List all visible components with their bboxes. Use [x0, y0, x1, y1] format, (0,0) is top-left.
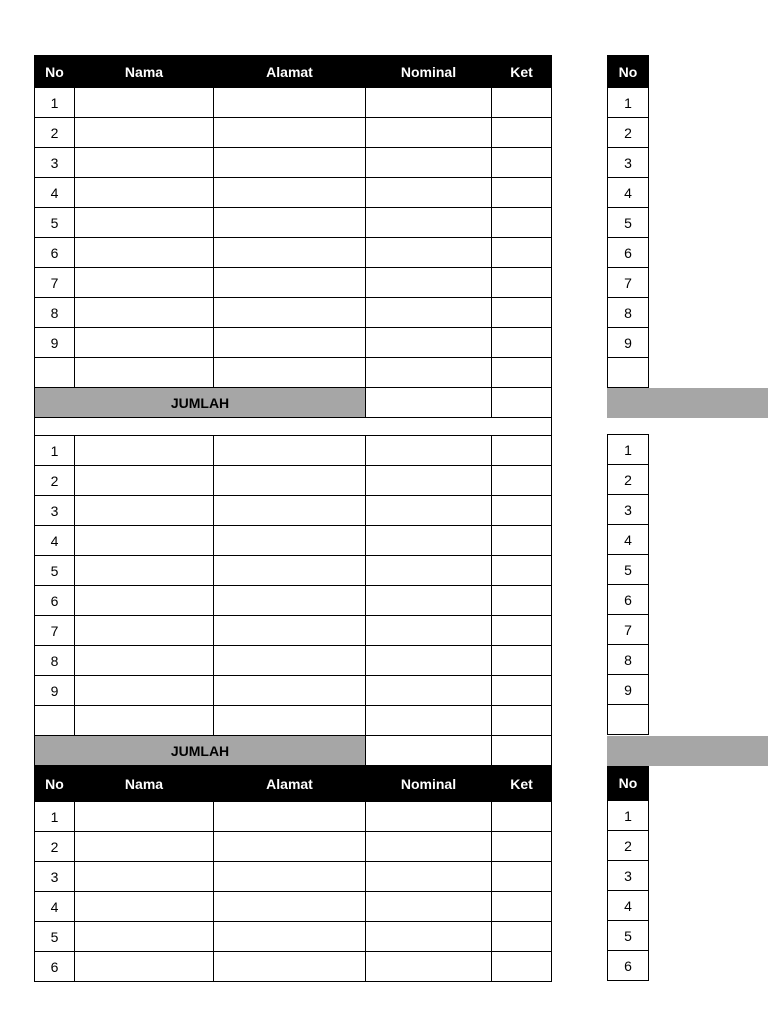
cell-nama: [75, 298, 214, 328]
row-number: 8: [608, 298, 649, 328]
table-row: [35, 646, 552, 676]
cell-nominal: [366, 178, 492, 208]
sum-ket: [492, 736, 552, 766]
cell-nominal: [366, 298, 492, 328]
row-number: 2: [35, 118, 75, 148]
row-number: 3: [35, 862, 75, 892]
cell-nama: [75, 832, 214, 862]
cell-alamat: [214, 466, 366, 496]
cell-nama: [75, 646, 214, 676]
row-number: 4: [35, 892, 75, 922]
cell-nama: [75, 526, 214, 556]
cell-nama: [75, 952, 214, 982]
table-row: [608, 298, 649, 328]
table-row: [35, 466, 552, 496]
cell-ket: [492, 496, 552, 526]
row-number: 1: [608, 801, 649, 831]
row-number: 7: [608, 615, 649, 645]
table-row: [608, 435, 649, 465]
table-row: [608, 495, 649, 525]
cell-ket: [492, 268, 552, 298]
cell-nama: [75, 268, 214, 298]
row-number: [35, 358, 75, 388]
table-row: [608, 801, 649, 831]
row-number: 9: [35, 676, 75, 706]
cell-ket: [492, 178, 552, 208]
row-number: 1: [608, 88, 649, 118]
cell-nama: [75, 676, 214, 706]
row-number: 2: [608, 465, 649, 495]
row-number: 6: [35, 586, 75, 616]
side-blank-row: [608, 417, 649, 435]
cell-ket: [492, 88, 552, 118]
cell-nominal: [366, 892, 492, 922]
cell-ket: [492, 358, 552, 388]
table-row: [35, 208, 552, 238]
cell-ket: [492, 466, 552, 496]
cell-nama: [75, 208, 214, 238]
table-row: [35, 118, 552, 148]
row-number: 5: [608, 208, 649, 238]
cell-nama: [75, 358, 214, 388]
sum-row: [35, 388, 552, 418]
cell-nama: [75, 556, 214, 586]
row-number: 3: [608, 495, 649, 525]
table-row: [608, 705, 649, 735]
cell-alamat: [214, 676, 366, 706]
cell-ket: [492, 148, 552, 178]
cell-ket: [492, 892, 552, 922]
spacer-cell: [35, 418, 552, 436]
column-header-no: No: [35, 766, 75, 802]
row-number: 5: [35, 208, 75, 238]
cell-ket: [492, 118, 552, 148]
cell-nominal: [366, 208, 492, 238]
cell-nominal: [366, 466, 492, 496]
cell-ket: [492, 952, 552, 982]
cell-nominal: [366, 496, 492, 526]
cell-nama: [75, 706, 214, 736]
cell-nama: [75, 496, 214, 526]
cell-ket: [492, 436, 552, 466]
row-number: 2: [35, 832, 75, 862]
table-row: [35, 268, 552, 298]
table-row: [608, 615, 649, 645]
table-row: [608, 118, 649, 148]
row-number: 3: [35, 148, 75, 178]
cell-nominal: [366, 676, 492, 706]
cell-nominal: [366, 706, 492, 736]
column-header-no: No: [608, 765, 649, 801]
header-row: [35, 766, 552, 802]
table-row: [35, 832, 552, 862]
table-row: [608, 88, 649, 118]
row-number: 1: [35, 436, 75, 466]
table-row: [35, 676, 552, 706]
cell-alamat: [214, 586, 366, 616]
sum-label: JUMLAH: [35, 736, 366, 766]
cell-nama: [75, 586, 214, 616]
cell-ket: [492, 676, 552, 706]
cell-nominal: [366, 148, 492, 178]
row-number: 4: [35, 526, 75, 556]
cell-nominal: [366, 616, 492, 646]
table-row: [608, 208, 649, 238]
row-number: 9: [608, 328, 649, 358]
sum-ket: [492, 388, 552, 418]
cell-alamat: [214, 832, 366, 862]
row-number: 8: [35, 298, 75, 328]
row-number: 5: [35, 556, 75, 586]
cell-nama: [75, 238, 214, 268]
cell-alamat: [214, 88, 366, 118]
row-number: 4: [35, 178, 75, 208]
cell-nama: [75, 118, 214, 148]
row-number: 2: [608, 118, 649, 148]
cell-alamat: [214, 862, 366, 892]
row-number: 6: [35, 238, 75, 268]
row-number: 4: [608, 178, 649, 208]
column-header-no: No: [35, 56, 75, 88]
cell-nominal: [366, 922, 492, 952]
column-header-nama: Nama: [75, 766, 214, 802]
row-number: 8: [35, 646, 75, 676]
table-row: [35, 328, 552, 358]
cell-nominal: [366, 556, 492, 586]
sum-nominal: [366, 388, 492, 418]
table-row: [35, 526, 552, 556]
column-header-nominal: Nominal: [366, 766, 492, 802]
cell-alamat: [214, 496, 366, 526]
cell-ket: [492, 922, 552, 952]
cell-alamat: [214, 208, 366, 238]
cell-ket: [492, 616, 552, 646]
column-header-ket: Ket: [492, 766, 552, 802]
side-blank-cell: [608, 417, 649, 435]
table-row: [608, 148, 649, 178]
row-number: [608, 358, 649, 388]
table-row: [608, 358, 649, 388]
cell-alamat: [214, 526, 366, 556]
cell-ket: [492, 208, 552, 238]
cell-nominal: [366, 238, 492, 268]
side-sum-strip: [607, 388, 768, 418]
row-number: 3: [35, 496, 75, 526]
cell-ket: [492, 586, 552, 616]
row-number: 9: [608, 675, 649, 705]
cell-nama: [75, 892, 214, 922]
table-row: [35, 148, 552, 178]
table-row: [35, 178, 552, 208]
row-number: 7: [35, 616, 75, 646]
cell-alamat: [214, 616, 366, 646]
table-row: [608, 951, 649, 981]
table-row: [608, 585, 649, 615]
table-row: [608, 921, 649, 951]
cell-nominal: [366, 268, 492, 298]
cell-ket: [492, 526, 552, 556]
cell-nominal: [366, 646, 492, 676]
table-row: [35, 358, 552, 388]
cell-ket: [492, 646, 552, 676]
row-number: 6: [608, 238, 649, 268]
table-row: [35, 862, 552, 892]
table-row: [35, 586, 552, 616]
table-row: [35, 556, 552, 586]
cell-nominal: [366, 328, 492, 358]
row-number: [608, 705, 649, 735]
cell-ket: [492, 832, 552, 862]
spacer-row: [35, 418, 552, 436]
table-row: [35, 616, 552, 646]
cell-alamat: [214, 556, 366, 586]
cell-ket: [492, 862, 552, 892]
row-number: [35, 706, 75, 736]
row-number: 5: [608, 555, 649, 585]
cell-alamat: [214, 802, 366, 832]
table-row: [608, 675, 649, 705]
cell-nominal: [366, 952, 492, 982]
column-header-nama: Nama: [75, 56, 214, 88]
row-number: 3: [608, 148, 649, 178]
row-number: 6: [35, 952, 75, 982]
row-number: 1: [35, 802, 75, 832]
sum-row: [35, 736, 552, 766]
row-number: 5: [35, 922, 75, 952]
row-number: 7: [35, 268, 75, 298]
row-number: 1: [35, 88, 75, 118]
row-number: 2: [608, 831, 649, 861]
table-row: [35, 952, 552, 982]
cell-alamat: [214, 646, 366, 676]
cell-alamat: [214, 148, 366, 178]
table-row: [35, 88, 552, 118]
row-number: 6: [608, 585, 649, 615]
cell-alamat: [214, 178, 366, 208]
cell-nama: [75, 436, 214, 466]
row-number: 5: [608, 921, 649, 951]
cell-nominal: [366, 832, 492, 862]
table-row: [35, 436, 552, 466]
table-row: [608, 178, 649, 208]
side-sum-strip: [607, 736, 768, 766]
table-row: [35, 802, 552, 832]
cell-nama: [75, 466, 214, 496]
sum-label: JUMLAH: [35, 388, 366, 418]
table-row: [35, 298, 552, 328]
row-number: 2: [35, 466, 75, 496]
cell-nama: [75, 88, 214, 118]
cell-nominal: [366, 862, 492, 892]
cell-alamat: [214, 706, 366, 736]
table-row: [35, 238, 552, 268]
row-number: 9: [35, 328, 75, 358]
cell-alamat: [214, 118, 366, 148]
cell-ket: [492, 556, 552, 586]
column-header-alamat: Alamat: [214, 766, 366, 802]
cell-ket: [492, 706, 552, 736]
row-number: 4: [608, 525, 649, 555]
side-header-row: [608, 765, 649, 801]
cell-nama: [75, 616, 214, 646]
row-number: 8: [608, 645, 649, 675]
cell-nama: [75, 148, 214, 178]
table-row: [35, 496, 552, 526]
cell-ket: [492, 328, 552, 358]
cell-alamat: [214, 892, 366, 922]
table-row: [608, 465, 649, 495]
cell-alamat: [214, 358, 366, 388]
table-row: [608, 328, 649, 358]
column-header-alamat: Alamat: [214, 56, 366, 88]
column-header-ket: Ket: [492, 56, 552, 88]
cell-ket: [492, 802, 552, 832]
cell-alamat: [214, 298, 366, 328]
cell-alamat: [214, 952, 366, 982]
table-row: [608, 555, 649, 585]
main-ledger-table: [34, 55, 552, 982]
cell-ket: [492, 238, 552, 268]
table-row: [608, 831, 649, 861]
row-number: 3: [608, 861, 649, 891]
side-ledger-table: [607, 55, 649, 981]
column-header-nominal: Nominal: [366, 56, 492, 88]
table-row: [608, 861, 649, 891]
cell-nama: [75, 802, 214, 832]
table-row: [35, 892, 552, 922]
side-header-row: [608, 56, 649, 88]
cell-alamat: [214, 238, 366, 268]
row-number: 7: [608, 268, 649, 298]
table-row: [608, 645, 649, 675]
cell-nominal: [366, 802, 492, 832]
header-row: [35, 56, 552, 88]
cell-ket: [492, 298, 552, 328]
cell-nominal: [366, 88, 492, 118]
sum-nominal: [366, 736, 492, 766]
table-row: [608, 268, 649, 298]
cell-nominal: [366, 358, 492, 388]
cell-nama: [75, 178, 214, 208]
cell-nominal: [366, 526, 492, 556]
cell-nominal: [366, 436, 492, 466]
cell-alamat: [214, 268, 366, 298]
row-number: 6: [608, 951, 649, 981]
cell-alamat: [214, 328, 366, 358]
cell-nama: [75, 922, 214, 952]
column-header-no: No: [608, 56, 649, 88]
table-row: [35, 922, 552, 952]
cell-nama: [75, 328, 214, 358]
table-row: [608, 238, 649, 268]
row-number: 4: [608, 891, 649, 921]
table-row: [35, 706, 552, 736]
cell-nama: [75, 862, 214, 892]
cell-nominal: [366, 118, 492, 148]
table-row: [608, 525, 649, 555]
cell-nominal: [366, 586, 492, 616]
table-row: [608, 891, 649, 921]
row-number: 1: [608, 435, 649, 465]
cell-alamat: [214, 922, 366, 952]
cell-alamat: [214, 436, 366, 466]
